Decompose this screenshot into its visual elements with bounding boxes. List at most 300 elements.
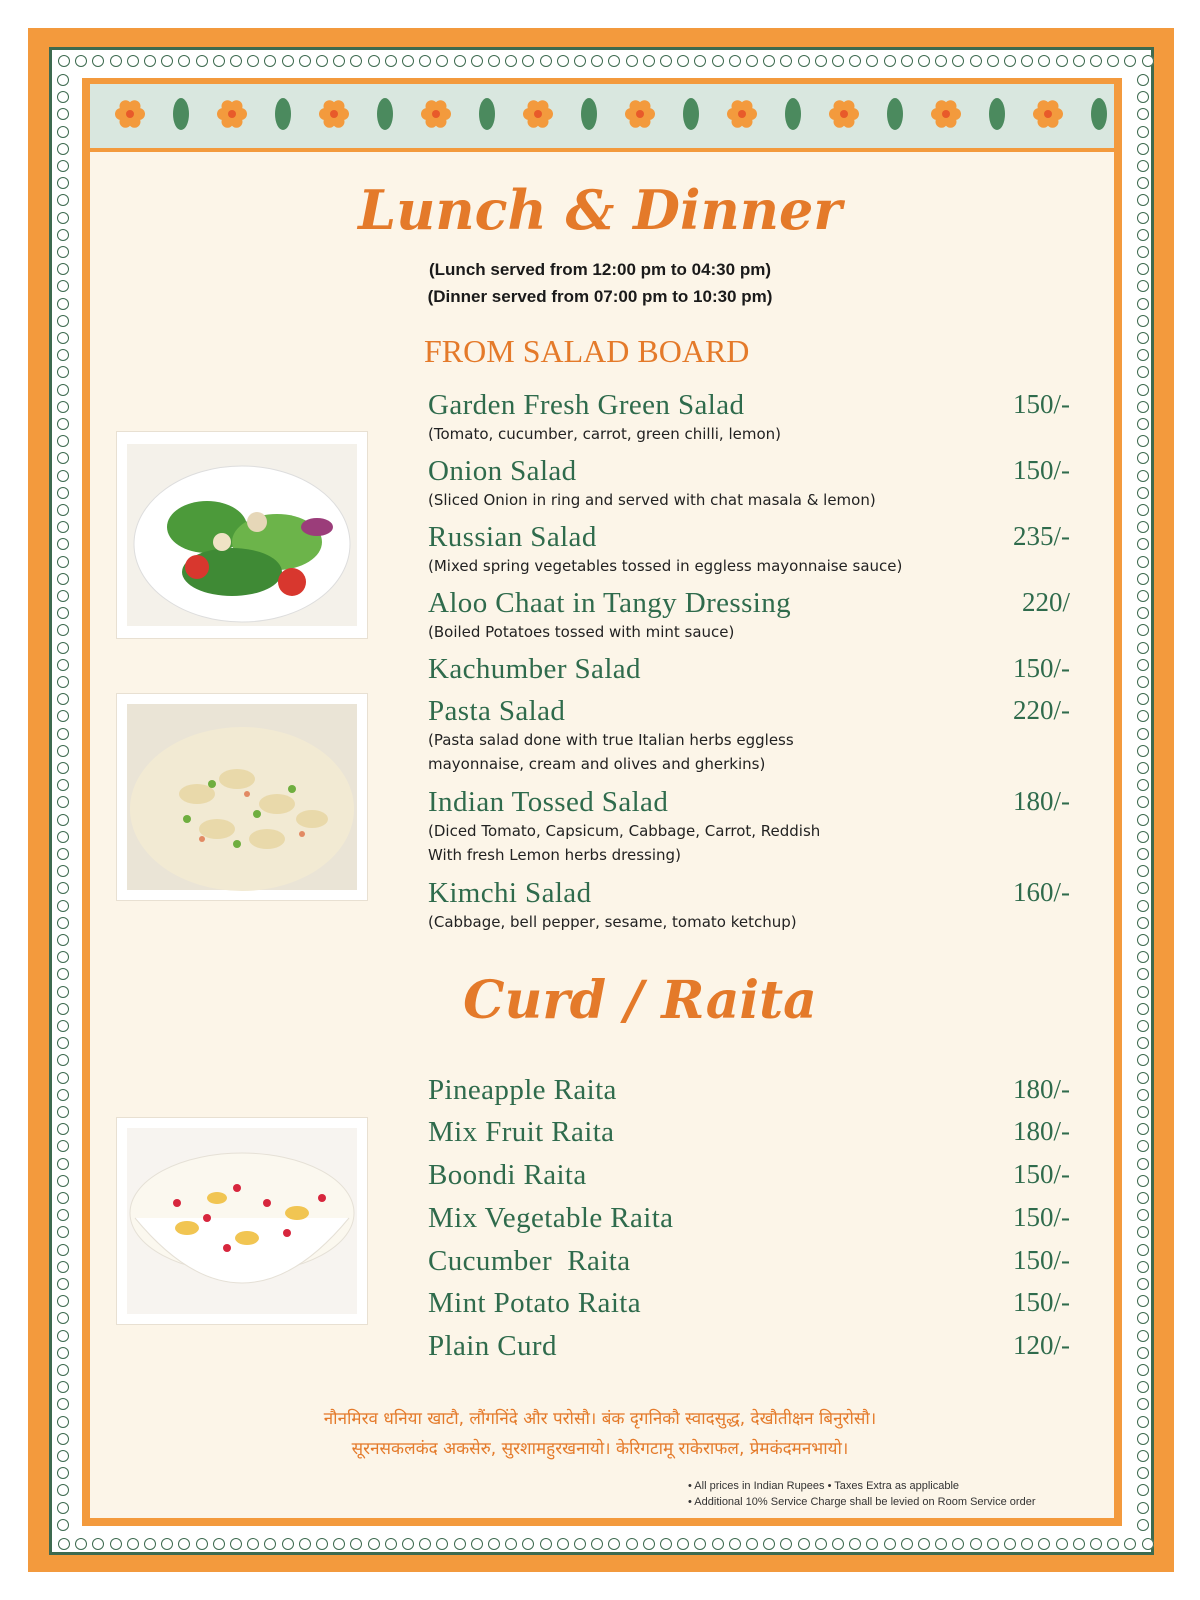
border-dot — [436, 1538, 448, 1550]
border-dot — [57, 1278, 69, 1290]
border-dot — [196, 55, 208, 67]
border-dot — [57, 882, 69, 894]
border-dot — [1137, 745, 1149, 757]
menu-item — [428, 521, 1070, 578]
item-price: 160/- — [1013, 877, 1070, 907]
border-dot — [1137, 1467, 1149, 1479]
floral-pattern-icon — [90, 84, 1114, 148]
border-dot — [557, 55, 569, 67]
border-dot — [488, 1538, 500, 1550]
border-dot — [57, 900, 69, 912]
leaf-icon — [377, 98, 393, 130]
border-dot — [1137, 126, 1149, 138]
border-dot — [75, 55, 87, 67]
border-dot — [350, 55, 362, 67]
border-dot — [1137, 779, 1149, 791]
menu-item — [428, 1116, 1070, 1149]
border-dot — [935, 1538, 947, 1550]
border-dot — [1137, 934, 1149, 946]
border-dot — [110, 1538, 122, 1550]
border-dot — [1137, 538, 1149, 550]
border-dot — [1137, 470, 1149, 482]
border-dot — [1137, 349, 1149, 361]
border-dot — [385, 55, 397, 67]
border-dot — [1137, 1330, 1149, 1342]
border-dot — [92, 1538, 104, 1550]
border-dot — [643, 55, 655, 67]
border-dot — [626, 55, 638, 67]
border-dot — [798, 55, 810, 67]
border-dot — [677, 55, 689, 67]
flower-icon — [115, 100, 145, 128]
item-name: Mix Vegetable Raita — [428, 1202, 674, 1234]
border-dot — [299, 55, 311, 67]
border-dot — [970, 55, 982, 67]
menu-item — [428, 1159, 1070, 1192]
border-dot — [75, 1538, 87, 1550]
border-dot — [57, 917, 69, 929]
item-name: Russian Salad — [428, 521, 597, 553]
border-dot — [57, 1072, 69, 1084]
border-dot — [57, 384, 69, 396]
menu-item — [428, 389, 1070, 446]
border-dot — [196, 1538, 208, 1550]
border-dot — [1004, 1538, 1016, 1550]
border-dot — [57, 504, 69, 516]
item-price: 150/- — [1013, 1245, 1070, 1275]
item-description: With fresh Lemon herbs dressing) — [428, 846, 681, 864]
border-dot — [746, 1538, 758, 1550]
border-dot — [1137, 814, 1149, 826]
flower-icon — [1033, 100, 1063, 128]
border-dot — [1137, 143, 1149, 155]
border-dot — [127, 1538, 139, 1550]
border-dot — [1137, 246, 1149, 258]
border-dot — [1073, 55, 1085, 67]
border-dot — [1142, 55, 1154, 67]
border-dot — [350, 1538, 362, 1550]
border-dot — [935, 55, 947, 67]
border-dot — [1137, 1261, 1149, 1273]
border-dot — [1137, 418, 1149, 430]
leaf-icon — [785, 98, 801, 130]
border-dot — [815, 55, 827, 67]
border-dot — [57, 676, 69, 688]
item-description: (Pasta salad done with true Italian herbs eggless — [428, 731, 794, 749]
item-name: Mix Fruit Raita — [428, 1116, 615, 1148]
border-dot — [57, 126, 69, 138]
flower-icon — [829, 100, 859, 128]
border-dot — [57, 74, 69, 86]
border-dot — [987, 1538, 999, 1550]
border-dot — [1107, 1538, 1119, 1550]
item-name: Aloo Chaat in Tangy Dressing — [428, 587, 792, 619]
border-dot — [866, 1538, 878, 1550]
border-dot — [1137, 1484, 1149, 1496]
border-dot — [608, 55, 620, 67]
item-price: 150/- — [1013, 1202, 1070, 1232]
floral-frieze — [90, 84, 1114, 152]
border-dot — [1137, 487, 1149, 499]
leaf-icon — [173, 98, 189, 130]
border-dot — [1137, 762, 1149, 774]
item-description: (Cabbage, bell pepper, sesame, tomato ketchup) — [428, 913, 797, 931]
border-dot — [660, 55, 672, 67]
border-dot — [832, 1538, 844, 1550]
border-dot — [780, 55, 792, 67]
border-dot — [746, 55, 758, 67]
border-dot — [1137, 556, 1149, 568]
border-dot — [1137, 160, 1149, 172]
border-dot — [522, 1538, 534, 1550]
border-dot — [57, 315, 69, 327]
border-dot — [1137, 332, 1149, 344]
border-dot — [333, 55, 345, 67]
border-dot — [57, 642, 69, 654]
border-dot — [402, 55, 414, 67]
border-dot — [1137, 590, 1149, 602]
border-dot — [316, 55, 328, 67]
border-dot — [1137, 710, 1149, 722]
border-dot — [57, 1089, 69, 1101]
border-dot — [1137, 108, 1149, 120]
border-dot — [712, 1538, 724, 1550]
border-dot — [57, 710, 69, 722]
item-price: 150/- — [1013, 653, 1070, 683]
menu-item — [428, 1287, 1070, 1320]
border-dot — [58, 55, 70, 67]
item-price: 235/- — [1013, 521, 1070, 551]
border-dot — [763, 55, 775, 67]
item-name: Kimchi Salad — [428, 877, 592, 909]
salad-heading: FROM SALAD BOARD — [424, 333, 750, 369]
border-dot — [57, 1226, 69, 1238]
border-dot — [1137, 1519, 1149, 1531]
border-dot — [1073, 1538, 1085, 1550]
leaf-icon — [1091, 98, 1107, 130]
border-dot — [1137, 1089, 1149, 1101]
border-dot — [57, 814, 69, 826]
border-dot — [1137, 676, 1149, 688]
border-dot — [57, 779, 69, 791]
border-dot — [866, 55, 878, 67]
menu-item — [428, 1074, 1070, 1107]
border-dot — [471, 55, 483, 67]
border-dot — [57, 401, 69, 413]
border-dot — [419, 1538, 431, 1550]
border-dot — [591, 1538, 603, 1550]
border-dot — [1137, 900, 1149, 912]
border-dot — [57, 1467, 69, 1479]
border-dot — [144, 55, 156, 67]
border-dot — [987, 55, 999, 67]
border-dot — [574, 55, 586, 67]
border-dot — [712, 55, 724, 67]
border-dot — [522, 55, 534, 67]
border-dot — [1137, 796, 1149, 808]
border-dot — [763, 1538, 775, 1550]
border-dot — [1137, 1054, 1149, 1066]
border-dot — [264, 1538, 276, 1550]
border-dot — [230, 55, 242, 67]
border-dot — [1137, 573, 1149, 585]
border-dot — [1137, 504, 1149, 516]
border-dot — [57, 693, 69, 705]
border-dot — [57, 728, 69, 740]
border-dot — [1137, 693, 1149, 705]
page-title: Lunch & Dinner — [358, 178, 842, 242]
border-dot — [849, 55, 861, 67]
border-dot — [901, 1538, 913, 1550]
item-name: Kachumber Salad — [428, 653, 641, 685]
dinner-hours: (Dinner served from 07:00 pm to 10:30 pm) — [427, 287, 773, 306]
border-dot — [57, 848, 69, 860]
border-dot — [952, 1538, 964, 1550]
border-dot — [57, 349, 69, 361]
border-dot — [626, 1538, 638, 1550]
border-dot — [505, 1538, 517, 1550]
border-dot — [1137, 1106, 1149, 1118]
border-dot — [505, 55, 517, 67]
menu-item — [428, 1330, 1070, 1363]
border-dot — [385, 1538, 397, 1550]
border-dot — [1004, 55, 1016, 67]
border-dot — [591, 55, 603, 67]
border-dot — [57, 1330, 69, 1342]
border-dot — [1137, 917, 1149, 929]
border-dot — [57, 659, 69, 671]
flower-icon — [319, 100, 349, 128]
border-dot — [815, 1538, 827, 1550]
border-dot — [1124, 55, 1136, 67]
border-dot — [57, 521, 69, 533]
item-price: 220/ — [1021, 587, 1070, 617]
border-dot — [1124, 1538, 1136, 1550]
item-price: 180/- — [1013, 1116, 1070, 1146]
border-dot — [729, 55, 741, 67]
border-dot — [57, 1381, 69, 1393]
border-dot — [1137, 624, 1149, 636]
item-price: 150/- — [1013, 1159, 1070, 1189]
hindi-verse-line-1: नौनमिरव धनिया खाटौ, लौंगनिंदे और परोसौ। बंक दृगनिकौ स्वादसुद्ध, देखौतीक्षन बिनुरोसौ। — [323, 1409, 877, 1429]
menu-item — [428, 1202, 1070, 1235]
border-dot — [213, 55, 225, 67]
border-dot — [849, 1538, 861, 1550]
border-dot — [1137, 831, 1149, 843]
border-dot — [57, 435, 69, 447]
border-dot — [57, 1502, 69, 1514]
border-dot — [368, 55, 380, 67]
item-price: 150/- — [1013, 389, 1070, 419]
border-dot — [57, 487, 69, 499]
border-dot — [1021, 55, 1033, 67]
border-dot — [884, 1538, 896, 1550]
service-charge-note: • Additional 10% Service Charge shall be levied on Room Service order — [688, 1496, 1036, 1508]
border-dot — [57, 865, 69, 877]
border-dot — [57, 1054, 69, 1066]
flower-icon — [727, 100, 757, 128]
border-dot — [574, 1538, 586, 1550]
border-dot — [213, 1538, 225, 1550]
border-dot — [333, 1538, 345, 1550]
item-name: Pineapple Raita — [428, 1074, 617, 1106]
border-dot — [57, 1364, 69, 1376]
border-dot — [832, 55, 844, 67]
border-dot — [57, 366, 69, 378]
border-dot — [677, 1538, 689, 1550]
border-dot — [57, 624, 69, 636]
item-description: (Boiled Potatoes tossed with mint sauce) — [428, 623, 735, 641]
item-description: (Mixed spring vegetables tossed in eggless mayonnaise sauce) — [428, 557, 903, 575]
border-dot — [1137, 384, 1149, 396]
lunch-hours: (Lunch served from 12:00 pm to 04:30 pm) — [429, 260, 771, 279]
border-dot — [92, 55, 104, 67]
leaf-icon — [989, 98, 1005, 130]
price-note: • All prices in Indian Rupees • Taxes Extra as applicable — [688, 1480, 960, 1492]
border-dot — [884, 55, 896, 67]
item-price: 180/- — [1013, 1074, 1070, 1104]
border-dot — [1137, 1312, 1149, 1324]
border-dot — [798, 1538, 810, 1550]
border-dot — [1107, 55, 1119, 67]
border-dot — [110, 55, 122, 67]
border-dot — [127, 55, 139, 67]
border-dot — [1137, 1502, 1149, 1514]
border-dot — [540, 55, 552, 67]
border-dot — [57, 538, 69, 550]
item-name: Onion Salad — [428, 455, 577, 487]
item-name: Mint Potato Raita — [428, 1287, 642, 1319]
border-dot — [1056, 1538, 1068, 1550]
border-dot — [57, 1106, 69, 1118]
border-dot — [57, 607, 69, 619]
menu-item — [428, 653, 1070, 686]
border-dot — [57, 91, 69, 103]
border-dot — [1137, 1244, 1149, 1256]
border-dot — [1137, 728, 1149, 740]
border-dot — [247, 55, 259, 67]
item-price: 150/- — [1013, 455, 1070, 485]
border-dot — [57, 418, 69, 430]
border-dot — [918, 1538, 930, 1550]
border-dot — [454, 55, 466, 67]
raita-title: Curd / Raita — [463, 970, 817, 1031]
border-dot — [1137, 366, 1149, 378]
border-dot — [58, 1538, 70, 1550]
border-dot — [57, 452, 69, 464]
border-dot — [1137, 642, 1149, 654]
border-dot — [1137, 1192, 1149, 1204]
border-dot — [729, 1538, 741, 1550]
menu-item — [428, 877, 1070, 934]
border-dot — [1137, 1364, 1149, 1376]
border-dot — [918, 55, 930, 67]
border-dot — [57, 108, 69, 120]
item-description: (Sliced Onion in ring and served with chat masala & lemon) — [428, 491, 876, 509]
border-dot — [247, 1538, 259, 1550]
item-name: Indian Tossed Salad — [428, 786, 669, 818]
flower-icon — [625, 100, 655, 128]
border-dot — [299, 1538, 311, 1550]
border-dot — [1137, 848, 1149, 860]
border-dot — [1137, 1123, 1149, 1135]
border-dot — [1137, 1347, 1149, 1359]
pasta-salad-photo — [117, 694, 367, 900]
border-dot — [57, 934, 69, 946]
border-dot — [178, 55, 190, 67]
border-dot — [57, 745, 69, 757]
border-dot — [1137, 435, 1149, 447]
border-dot — [1137, 452, 1149, 464]
border-dot — [264, 55, 276, 67]
border-dot — [780, 1538, 792, 1550]
border-dot — [436, 55, 448, 67]
border-dot — [57, 1192, 69, 1204]
menu-item — [428, 695, 1070, 776]
border-dot — [1137, 1295, 1149, 1307]
item-price: 220/- — [1013, 695, 1070, 725]
border-dot — [643, 1538, 655, 1550]
border-dot — [557, 1538, 569, 1550]
border-dot — [1137, 1209, 1149, 1221]
flower-icon — [217, 100, 247, 128]
border-dot — [1137, 951, 1149, 963]
border-dot — [1038, 55, 1050, 67]
border-dot — [901, 55, 913, 67]
border-dot — [57, 1175, 69, 1187]
menu-item — [428, 1245, 1070, 1278]
border-dot — [1137, 521, 1149, 533]
leaf-icon — [479, 98, 495, 130]
border-dot — [454, 1538, 466, 1550]
border-dot — [1137, 1175, 1149, 1187]
border-dot — [57, 762, 69, 774]
border-dot — [1137, 865, 1149, 877]
border-dot — [1137, 1226, 1149, 1238]
border-dot — [57, 1158, 69, 1170]
border-dot — [57, 951, 69, 963]
border-dot — [57, 1519, 69, 1531]
border-dot — [57, 1312, 69, 1324]
border-dot — [57, 1244, 69, 1256]
border-dot — [57, 573, 69, 585]
border-dot — [970, 1538, 982, 1550]
border-dot — [1137, 1278, 1149, 1290]
border-dot — [694, 1538, 706, 1550]
item-price: 150/- — [1013, 1287, 1070, 1317]
border-dot — [1137, 659, 1149, 671]
border-dot — [57, 246, 69, 258]
border-dot — [178, 1538, 190, 1550]
border-dot — [402, 1538, 414, 1550]
border-dot — [1137, 607, 1149, 619]
border-dot — [57, 1347, 69, 1359]
item-description: mayonnaise, cream and olives and gherkins) — [428, 755, 766, 773]
flower-icon — [523, 100, 553, 128]
border-dot — [1137, 1072, 1149, 1084]
menu-item — [428, 587, 1070, 644]
border-dot — [316, 1538, 328, 1550]
border-dot — [1137, 882, 1149, 894]
border-dot — [57, 1484, 69, 1496]
border-dot — [57, 796, 69, 808]
border-dot — [161, 1538, 173, 1550]
border-dot — [161, 55, 173, 67]
border-dot — [1137, 1158, 1149, 1170]
item-name: Cucumber Raita — [428, 1245, 631, 1277]
border-dot — [57, 160, 69, 172]
flower-icon — [931, 100, 961, 128]
